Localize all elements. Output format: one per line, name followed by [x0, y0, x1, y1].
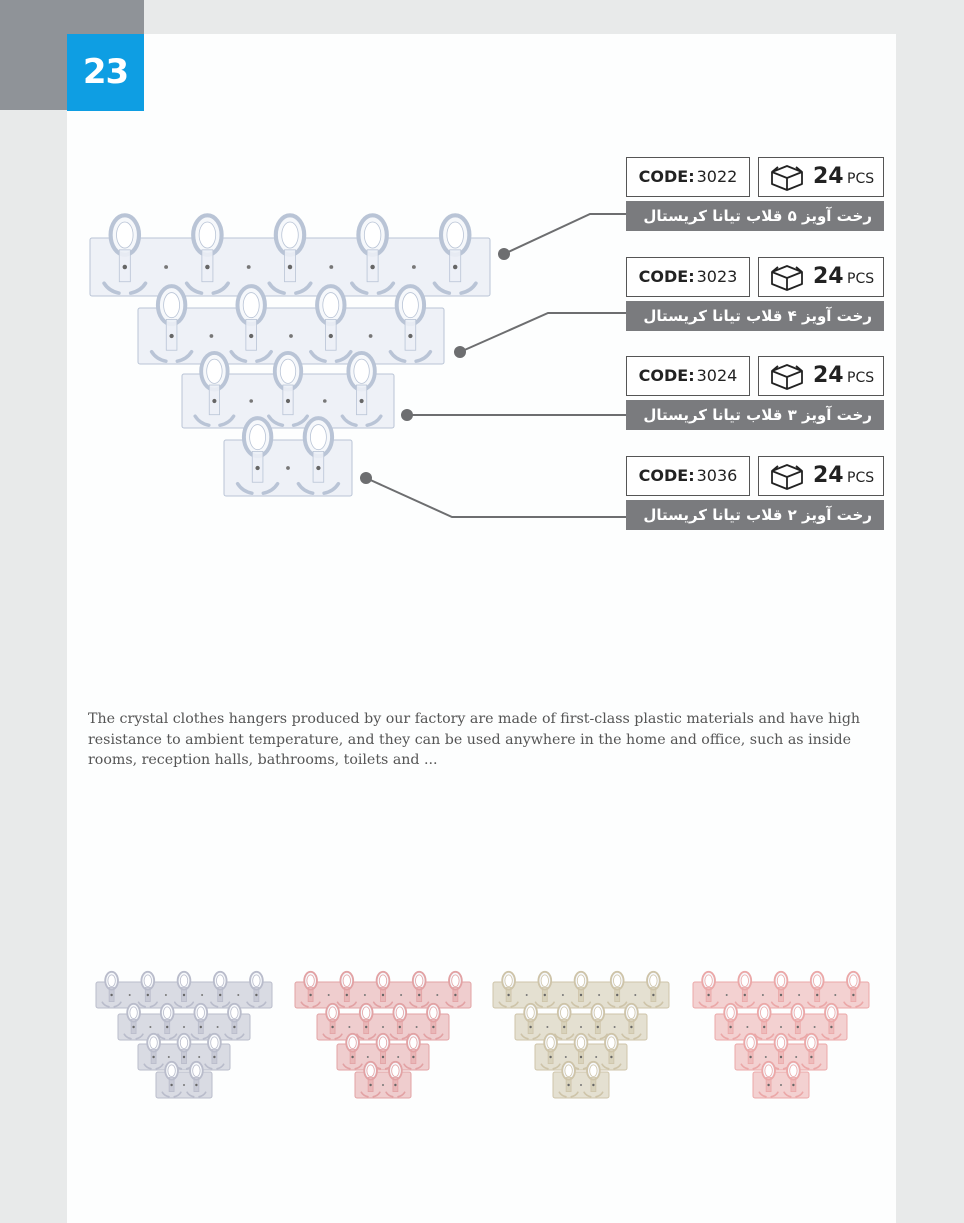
product-image-3024	[182, 353, 394, 428]
leader-dot	[360, 472, 372, 484]
page-number: 23	[67, 34, 144, 111]
product-code: CODE: 3023	[626, 257, 750, 297]
color-variant-set	[693, 972, 869, 1098]
product-name: رخت آویز ۲ قلاب تیانا کریستال	[626, 500, 884, 530]
box-icon	[769, 463, 805, 491]
leader-line	[366, 478, 626, 517]
package-quantity: 24 PCS	[758, 257, 884, 297]
leader-dot	[401, 409, 413, 421]
box-icon	[769, 264, 805, 292]
product-name: رخت آویز ۳ قلاب تیانا کریستال	[626, 400, 884, 430]
leader-dot	[498, 248, 510, 260]
leader-line	[460, 313, 626, 352]
package-quantity: 24 PCS	[758, 456, 884, 496]
product-name: رخت آویز ۵ قلاب تیانا کریستال	[626, 201, 884, 231]
product-code: CODE: 3024	[626, 356, 750, 396]
product-description: The crystal clothes hangers produced by our factory are made of first-class plastic materials and have high resistance to ambient temperature, and they can be used anywhere in the home and office, such as inside rooms, reception halls, bathrooms, toilets and ...	[88, 711, 861, 768]
leader-dot	[454, 346, 466, 358]
product-image-3036	[224, 418, 352, 496]
color-variant-set	[493, 972, 669, 1098]
package-quantity: 24 PCS	[758, 356, 884, 396]
color-variant-set	[96, 972, 272, 1098]
leader-line	[504, 214, 626, 254]
product-image-3022	[90, 215, 490, 296]
box-icon	[769, 363, 805, 391]
box-icon	[769, 164, 805, 192]
color-variant-set	[295, 972, 471, 1098]
product-code: CODE: 3022	[626, 157, 750, 197]
package-quantity: 24 PCS	[758, 157, 884, 197]
product-name: رخت آویز ۴ قلاب تیانا کریستال	[626, 301, 884, 331]
product-code: CODE: 3036	[626, 456, 750, 496]
